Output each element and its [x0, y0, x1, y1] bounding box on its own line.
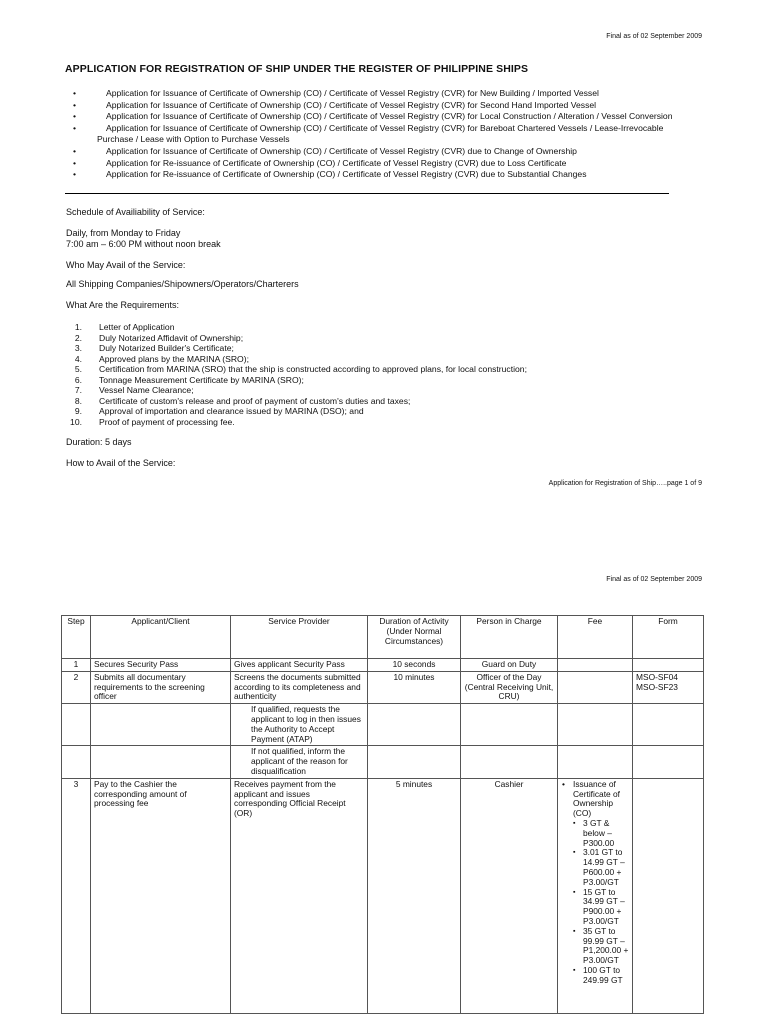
table-header-row	[62, 616, 704, 659]
list-item: 2. Duly Notarized Affidavit of Ownership;	[74, 332, 244, 343]
list-item: • Application for Issuance of Certificate of Ownership (CO) / Certificate of Vessel Registry (CVR) due to Change of Ownership	[73, 146, 713, 158]
table-row	[62, 746, 704, 778]
column-header: Person in Charge	[461, 616, 558, 659]
table-row	[62, 778, 704, 1013]
list-item: ▪ 15 GT to 34.99 GT – P900.00 + P3.00/GT	[583, 888, 629, 927]
person-cell: Cashier	[461, 778, 558, 1013]
client-cell: Submits all documentary requirements to the screening officer	[91, 671, 231, 703]
fee-list	[561, 780, 629, 986]
requirements-list	[66, 322, 716, 427]
fee-cell	[558, 704, 633, 746]
who-text: All Shipping Companies/Shipowners/Operators/Charterers	[66, 279, 299, 289]
requirements-heading: What Are the Requirements:	[66, 300, 180, 310]
form-cell	[633, 659, 704, 672]
step-cell: 3	[62, 778, 91, 1013]
list-item: ▪ 3.01 GT to 14.99 GT – P600.00 + P3.00/GT	[583, 848, 629, 887]
how-heading: How to Avail of the Service:	[66, 458, 176, 468]
page-title: APPLICATION FOR REGISTRATION OF SHIP UNDER THE REGISTER OF PHILIPPINE SHIPS	[65, 63, 529, 75]
list-item: 7. Vessel Name Clearance;	[74, 385, 194, 395]
list-item: • Application for Issuance of Certificate of Ownership (CO) / Certificate of Vessel Registry (CVR) for New Building / Imported Vessel	[73, 88, 713, 100]
list-item: 3. Duly Notarized Builder's Certificate;	[74, 343, 234, 353]
list-item: 8. Certificate of custom's release and proof of payment of custom's duties and taxes;	[74, 395, 411, 406]
list-item: • Application for Issuance of Certificate of Ownership (CO) / Certificate of Vessel Registry (CVR) for Second Hand Imported Vessel	[73, 100, 713, 112]
column-header: Fee	[558, 616, 633, 659]
header-note: Final as of 02 September 2009	[606, 576, 702, 583]
client-cell	[91, 704, 231, 746]
list-item: 9. Approval of importation and clearance issued by MARINA (DSO); and	[74, 406, 364, 416]
provider-cell: Receives payment from the applicant and issues corresponding Official Receipt (OR)	[231, 778, 368, 1013]
who-heading: Who May Avail of the Service:	[66, 260, 186, 270]
duration-cell: 10 minutes	[368, 671, 461, 703]
procedure-table	[61, 615, 704, 1014]
application-list	[73, 88, 713, 181]
provider-cell: If not qualified, inform the applicant of the reason for disqualification	[231, 746, 368, 778]
step-cell: 1	[62, 659, 91, 672]
column-header: Applicant/Client	[91, 616, 231, 659]
list-item: • Issuance of Certificate of Ownership (CO) ▪ 3 GT & below – P300.00 ▪ 3.01 GT to 14.99 GT – P600.00 + P3.00/GT ▪ 15 GT to 34.99 GT – P900.00 + P3.00/GT ▪ 35 GT to 99.99 GT – P1,200.00 + P3.00/GT ▪ 100 GT to 249.99 GT	[573, 780, 629, 986]
form-cell: MSO-SF04 MSO-SF23	[633, 671, 704, 703]
column-header: Duration of Activity (Under Normal Circumstances)	[368, 616, 461, 659]
duration-cell	[368, 704, 461, 746]
column-header: Step	[62, 616, 91, 659]
duration-cell: 5 minutes	[368, 778, 461, 1013]
person-cell	[461, 746, 558, 778]
fee-cell	[558, 659, 633, 672]
list-item: • Application for Issuance of Certificate of Ownership (CO) / Certificate of Vessel Registry (CVR) for Bareboat Chartered Vessels / Lease-Irrevocable Purchase / Lease with Option to Purchase Vessels	[73, 123, 713, 146]
page-footer: Application for Registration of Ship…..page 1 of 9	[548, 480, 702, 487]
table-row	[62, 671, 704, 703]
list-item: 6. Tonnage Measurement Certificate by MARINA (SRO);	[74, 374, 304, 385]
person-cell	[461, 704, 558, 746]
client-cell	[91, 746, 231, 778]
provider-cell: If qualified, requests the applicant to log in then issues the Authority to Accept Payment (ATAP)	[231, 704, 368, 746]
fee-cell	[558, 778, 633, 1013]
duration-text: Duration: 5 days	[66, 437, 132, 447]
form-cell	[633, 746, 704, 778]
form-cell	[633, 778, 704, 1013]
divider	[65, 193, 669, 194]
provider-cell: Gives applicant Security Pass	[231, 659, 368, 672]
step-cell	[62, 746, 91, 778]
step-cell: 2	[62, 671, 91, 703]
client-cell: Pay to the Cashier the corresponding amount of processing fee	[91, 778, 231, 1013]
list-item: 1. Letter of Application	[74, 322, 175, 332]
client-cell: Secures Security Pass	[91, 659, 231, 672]
fee-cell	[558, 671, 633, 703]
list-item: 5. Certification from MARINA (SRO) that the ship is constructed according to approved plans, for local construction;	[74, 364, 527, 374]
fee-sublist	[573, 819, 629, 986]
list-item: ▪ 3 GT & below – P300.00	[583, 819, 629, 848]
list-item: 4. Approved plans by the MARINA (SRO);	[74, 353, 249, 364]
person-cell: Officer of the Day (Central Receiving Unit, CRU)	[461, 671, 558, 703]
schedule-heading: Schedule of Availiability of Service:	[66, 207, 205, 217]
step-cell	[62, 704, 91, 746]
table-row	[62, 659, 704, 672]
table-row	[62, 704, 704, 746]
form-cell	[633, 704, 704, 746]
column-header: Service Provider	[231, 616, 368, 659]
duration-cell: 10 seconds	[368, 659, 461, 672]
list-item: • Application for Re-issuance of Certificate of Ownership (CO) / Certificate of Vessel Registry (CVR) due to Substantial Changes	[73, 169, 713, 181]
list-item: ▪ 35 GT to 99.99 GT – P1,200.00 + P3.00/GT	[583, 927, 629, 966]
duration-cell	[368, 746, 461, 778]
schedule-line: Daily, from Monday to Friday	[66, 228, 181, 238]
list-item: • Application for Issuance of Certificate of Ownership (CO) / Certificate of Vessel Registry (CVR) for Local Construction / Alteration / Vessel Conversion	[73, 111, 713, 123]
list-item: 10. Proof of payment of processing fee.	[70, 416, 235, 427]
schedule-line: 7:00 am – 6:00 PM without noon break	[66, 239, 221, 249]
list-item: ▪ 100 GT to 249.99 GT	[583, 966, 629, 986]
column-header: Form	[633, 616, 704, 659]
header-note: Final as of 02 September 2009	[606, 33, 702, 40]
fee-cell	[558, 746, 633, 778]
list-item: • Application for Re-issuance of Certificate of Ownership (CO) / Certificate of Vessel Registry (CVR) due to Loss Certificate	[73, 158, 713, 170]
provider-cell: Screens the documents submitted according to its completeness and authenticity	[231, 671, 368, 703]
person-cell: Guard on Duty	[461, 659, 558, 672]
